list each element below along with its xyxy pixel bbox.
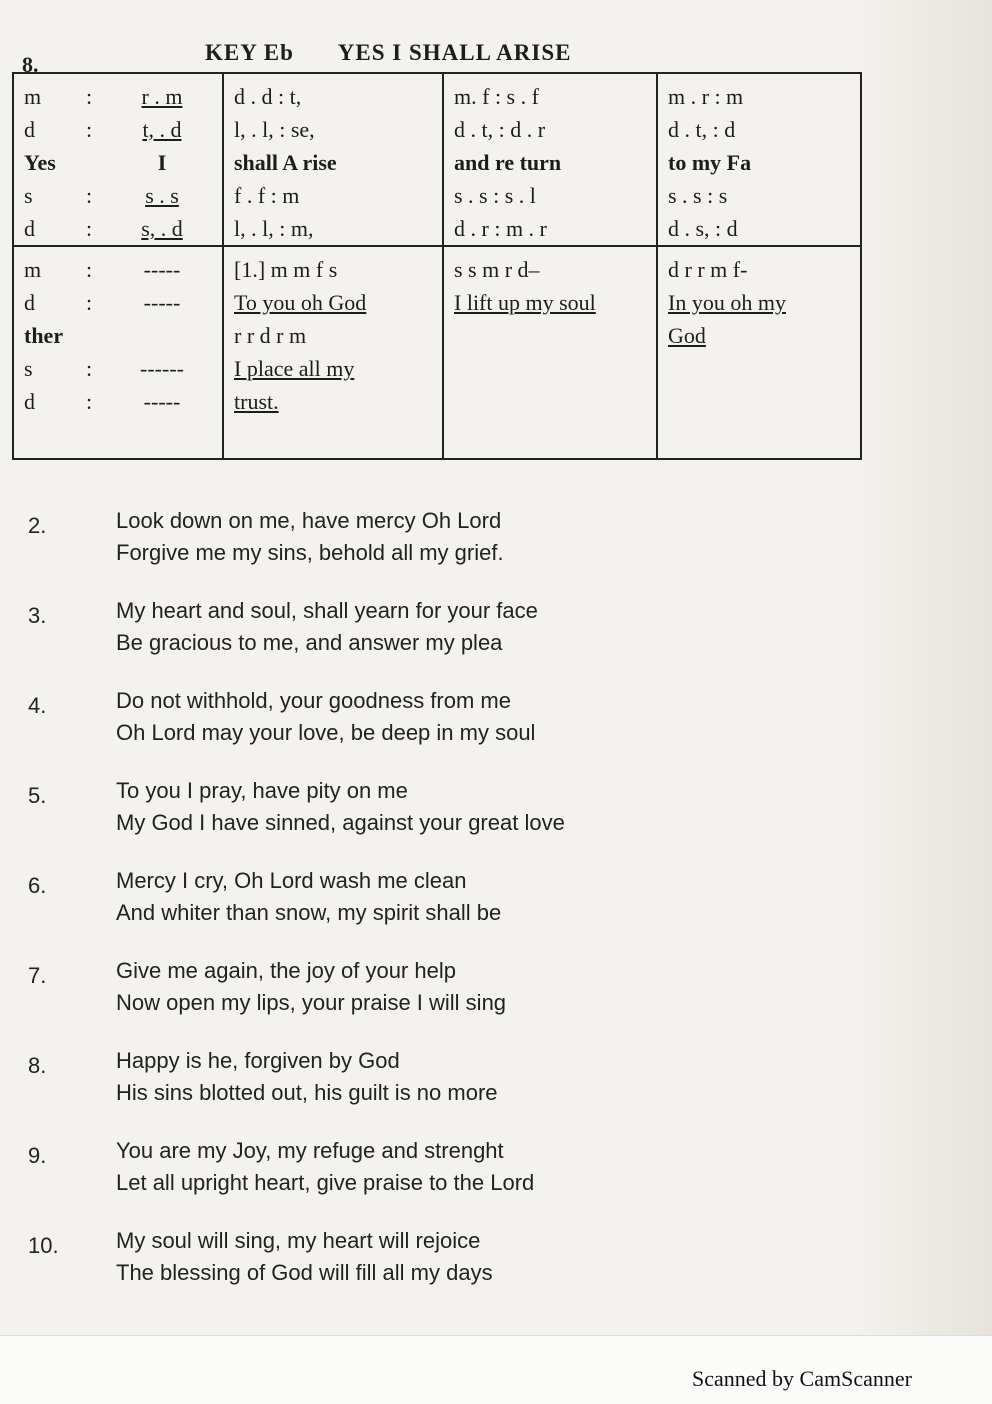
verse-line: Give me again, the joy of your help [116,958,456,983]
solfa-line [668,113,850,146]
verse-lines [116,505,504,569]
verse [28,505,788,595]
verse-line: Do not withhold, your goodness from me [116,688,511,713]
song-number: 8. [22,52,39,77]
verse [28,685,788,775]
solfa-line [454,253,646,286]
verse-line: Be gracious to me, and answer my plea [116,630,503,655]
notation-row-1 [13,73,861,246]
verse [28,1135,788,1225]
notation-cell-r1c3 [657,73,861,246]
cell-text: and re turn [454,150,562,175]
beat-notes: ------ [140,356,184,381]
cell-text: d . t, : d . r [454,117,546,142]
solfa-line [234,352,432,385]
verse-lines [116,865,501,929]
solfa-line [668,286,850,319]
voice-label: d [24,216,35,241]
lyric-line [454,146,646,179]
verse-lines [116,1045,498,1109]
cell-text: I lift up my soul [454,290,596,315]
verse-lines [116,1225,493,1289]
solfa-line [234,212,432,245]
voice-label: m [24,84,42,109]
verse-line: To you I pray, have pity on me [116,778,408,803]
verse [28,865,788,955]
beat-notes: ----- [143,257,181,282]
verse-number: 9. [28,1143,47,1168]
verse-number: 2. [28,513,47,538]
beat-notes: s . s [145,183,179,208]
cell-text: d . d : t, [234,84,302,109]
solfa-line [454,212,646,245]
solfa-line [234,319,432,352]
cell-text: [1.] m m f s [234,257,338,282]
cell-text: d . s, : d [668,216,738,241]
verse-line: Mercy I cry, Oh Lord wash me clean [116,868,467,893]
solfa-line [454,80,646,113]
notation-cell-r1c1 [223,73,443,246]
verse-lines [116,595,538,659]
cell-text: m . r : m [668,84,744,109]
solfa-line [234,253,432,286]
verse [28,775,788,865]
beat-separator: : [86,84,93,109]
verses-list [28,505,788,1315]
verse-line: Look down on me, have mercy Oh Lord [116,508,502,533]
beat-separator: : [86,356,93,381]
beat-separator: : [86,290,93,315]
beat-separator: : [86,183,93,208]
verse-line: His sins blotted out, his guilt is no more [116,1080,498,1105]
verse-number: 5. [28,783,47,808]
verse-lines [116,775,565,839]
cell-text: In you oh my [668,290,786,315]
lyric-line [668,146,850,179]
verse-number: 8. [28,1053,47,1078]
voice-label: m [24,257,42,282]
verse-line: My heart and soul, shall yearn for your face [116,598,538,623]
cell-text: l, . l, : se, [234,117,315,142]
beat-notes: r . m [141,84,183,109]
solfa-line [668,80,850,113]
verse [28,955,788,1045]
cell-text: d . t, : d [668,117,736,142]
beat-notes: t, . d [142,117,182,142]
verse [28,1225,788,1315]
verse-line: Happy is he, forgiven by God [116,1048,400,1073]
cell-text: shall A rise [234,150,337,175]
verse-line: Let all upright heart, give praise to the Lord [116,1170,535,1195]
verse-line: My God I have sinned, against your great love [116,810,565,835]
voice-line [24,80,212,113]
solfa-line [454,179,646,212]
verse-line: Oh Lord may your love, be deep in my soul [116,720,536,745]
song-key: KEY Eb [205,40,294,65]
scan-credit: Scanned by CamScanner [692,1366,912,1391]
solfa-notation-table [12,72,862,460]
cell-text: s . s : s [668,183,728,208]
verse-line: Now open my lips, your praise I will sing [116,990,507,1015]
verse-line: My soul will sing, my heart will rejoice [116,1228,481,1253]
solfa-line [668,179,850,212]
verse-line: And whiter than snow, my spirit shall be [116,900,502,925]
verse-number: 4. [28,693,47,718]
solfa-line [454,286,646,319]
verse-number: 6. [28,873,47,898]
voice-label: s [24,183,33,208]
beat-notes: ----- [143,389,181,414]
voice-line [24,385,212,418]
lyric-line [234,146,432,179]
verse-line: Forgive me my sins, behold all my grief. [116,540,504,565]
voice-label: d [24,117,35,142]
voice-line [24,212,212,245]
notation-cell-r2c1 [223,246,443,459]
solfa-line [454,113,646,146]
solfa-line [668,319,850,352]
voice-line [24,179,212,212]
solfa-line [668,212,850,245]
voice-line [24,352,212,385]
cell-text: r r d r m [234,323,307,348]
voice-label: d [24,290,35,315]
notation-cell-r1c0 [13,73,223,246]
beat-notes: ----- [143,290,181,315]
song-title: YES I SHALL ARISE [337,40,572,65]
solfa-line [234,113,432,146]
cell-text: I place all my [234,356,355,381]
solfa-line [234,80,432,113]
solfa-line [234,385,432,418]
voice-line [24,319,212,352]
cell-text: trust. [234,389,279,414]
cell-text: s s m r d– [454,257,540,282]
cell-text: f . f : m [234,183,300,208]
solfa-line [668,253,850,286]
verse-lines [116,1135,534,1199]
solfa-line [234,179,432,212]
cell-text: d r r m f- [668,257,748,282]
voice-line [24,253,212,286]
beat-separator: : [86,117,93,142]
beat-separator: : [86,257,93,282]
notation-cell-r2c3 [657,246,861,459]
voice-label: Yes [24,150,56,175]
verse-lines [116,955,506,1019]
verse-line: You are my Joy, my refuge and strenght [116,1138,504,1163]
solfa-line [234,286,432,319]
voice-line [24,113,212,146]
notation-cell-r1c2 [443,73,657,246]
page-shadow [852,0,992,1340]
voice-line [24,146,212,179]
beat-separator: : [86,389,93,414]
notation-row-2 [13,246,861,459]
notation-cell-r2c2 [443,246,657,459]
song-heading [205,40,609,66]
voice-label: s [24,356,33,381]
cell-text: God [668,323,706,348]
verse-line: The blessing of God will fill all my days [116,1260,493,1285]
verse [28,1045,788,1135]
notation-cell-r2c0 [13,246,223,459]
cell-text: to my Fa [668,150,752,175]
beat-separator: : [86,216,93,241]
verse-number: 7. [28,963,47,988]
cell-text: s . s : s . l [454,183,536,208]
verse [28,595,788,685]
verse-lines [116,685,535,749]
cell-text: To you oh God [234,290,367,315]
cell-text: m. f : s . f [454,84,539,109]
cell-text: d . r : m . r [454,216,547,241]
beat-notes: s, . d [141,216,183,241]
cell-text: l, . l, : m, [234,216,314,241]
beat-notes: I [157,150,167,175]
voice-label: ther [24,323,64,348]
verse-number: 10. [28,1233,59,1258]
verse-number: 3. [28,603,47,628]
voice-line [24,286,212,319]
voice-label: d [24,389,35,414]
